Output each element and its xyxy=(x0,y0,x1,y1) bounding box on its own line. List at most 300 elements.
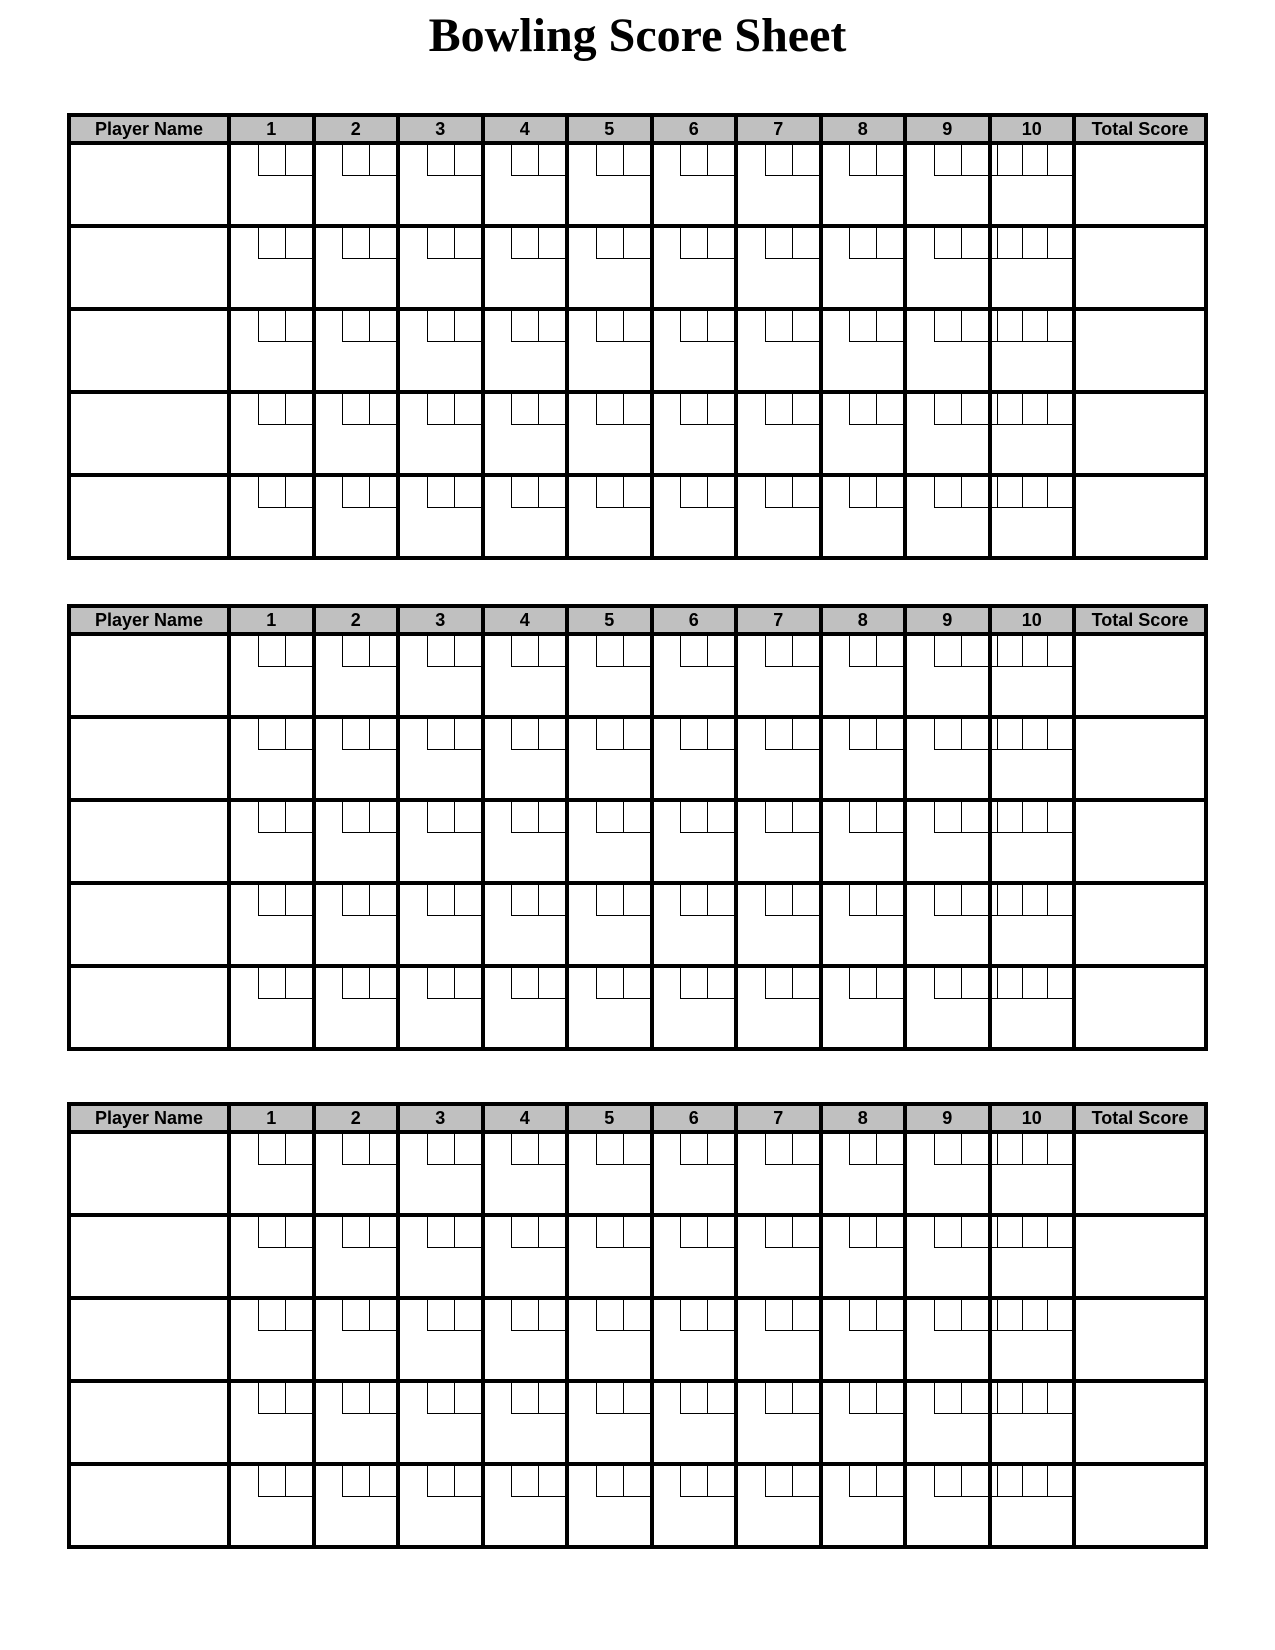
player-row xyxy=(69,1298,1206,1381)
frame-cell-area xyxy=(823,719,904,798)
throw-box xyxy=(961,477,988,508)
frame-header-6: 6 xyxy=(652,1104,737,1132)
frame-cell-6 xyxy=(652,392,737,475)
frame-cell-1 xyxy=(229,800,314,883)
throw-box xyxy=(427,802,454,833)
throw-box xyxy=(961,885,988,916)
frame-cell-1 xyxy=(229,1381,314,1464)
throw-boxes xyxy=(680,394,734,425)
throw-box xyxy=(707,885,734,916)
frame-cell-2 xyxy=(314,392,399,475)
frame-cell-5 xyxy=(567,392,652,475)
throw-boxes xyxy=(765,1134,819,1165)
throw-box xyxy=(454,968,481,999)
throw-box xyxy=(285,885,312,916)
frame-cell-7 xyxy=(736,1132,821,1215)
player-name-header: Player Name xyxy=(69,1104,229,1132)
frame-cell-area xyxy=(231,1300,312,1379)
frame-cell-area xyxy=(569,394,650,473)
frame-cell-area xyxy=(485,228,566,307)
throw-boxes xyxy=(342,145,396,176)
throw-box xyxy=(258,145,285,176)
throw-box xyxy=(596,1466,623,1497)
frame-cell-area xyxy=(654,719,735,798)
throw-boxes xyxy=(427,885,481,916)
throw-box xyxy=(342,145,369,176)
frame-cell-2 xyxy=(314,883,399,966)
throw-box xyxy=(997,477,1022,507)
throw-box xyxy=(538,968,565,999)
throw-box xyxy=(369,636,396,667)
frame-cell-4 xyxy=(483,1215,568,1298)
throw-boxes xyxy=(934,1300,988,1331)
throw-boxes xyxy=(934,719,988,750)
frame-cell-9 xyxy=(905,143,990,226)
throw-box xyxy=(707,1300,734,1331)
frame-header-3: 3 xyxy=(398,1104,483,1132)
throw-box xyxy=(934,1300,961,1331)
frame-cell-area xyxy=(654,394,735,473)
frame-cell-area xyxy=(569,145,650,224)
player-name-cell xyxy=(69,717,229,800)
frame-cell-3 xyxy=(398,309,483,392)
frame-cell-area xyxy=(231,1466,312,1545)
frame-cell-6 xyxy=(652,634,737,717)
frame-cell-area xyxy=(316,394,397,473)
frame-cell-area xyxy=(654,802,735,881)
tenth-frame-strip xyxy=(992,1383,1073,1414)
throw-boxes xyxy=(596,636,650,667)
throw-box xyxy=(596,228,623,259)
throw-box xyxy=(680,1217,707,1248)
frame-cell-area xyxy=(485,636,566,715)
frame-cell-area xyxy=(823,885,904,964)
player-name-header: Player Name xyxy=(69,115,229,143)
throw-box xyxy=(792,885,819,916)
frame-cell-area xyxy=(569,1383,650,1462)
frame-cell-10 xyxy=(990,475,1075,558)
throw-box xyxy=(765,477,792,508)
throw-boxes xyxy=(258,1217,312,1248)
frame-cell-1 xyxy=(229,475,314,558)
throw-box xyxy=(454,1217,481,1248)
frame-cell-area xyxy=(485,311,566,390)
throw-boxes xyxy=(765,1300,819,1331)
throw-box xyxy=(707,719,734,750)
frame-cell-area xyxy=(400,1217,481,1296)
frame-cell-area xyxy=(823,1466,904,1545)
throw-box xyxy=(454,477,481,508)
frame-cell-3 xyxy=(398,143,483,226)
throw-boxes xyxy=(765,968,819,999)
throw-box xyxy=(342,1217,369,1248)
throw-box xyxy=(961,1217,988,1248)
throw-box xyxy=(285,802,312,833)
frame-cell-6 xyxy=(652,1298,737,1381)
throw-boxes xyxy=(342,311,396,342)
throw-box xyxy=(680,311,707,342)
throw-box xyxy=(680,1466,707,1497)
throw-box xyxy=(342,394,369,425)
throw-box xyxy=(680,1300,707,1331)
throw-boxes xyxy=(511,1217,565,1248)
throw-boxes xyxy=(765,802,819,833)
throw-box xyxy=(765,719,792,750)
throw-box xyxy=(1022,311,1047,341)
throw-box xyxy=(1047,1383,1072,1413)
frame-cell-4 xyxy=(483,800,568,883)
throw-box xyxy=(285,394,312,425)
frame-cell-area xyxy=(231,636,312,715)
frame-cell-area xyxy=(231,802,312,881)
frame-cell-9 xyxy=(905,1132,990,1215)
throw-box xyxy=(1022,477,1047,507)
frame-cell-4 xyxy=(483,309,568,392)
throw-box xyxy=(511,1300,538,1331)
frame-cell-4 xyxy=(483,1132,568,1215)
frame-cell-area xyxy=(485,477,566,556)
throw-box xyxy=(342,1300,369,1331)
total-score-cell xyxy=(1074,226,1206,309)
frame-cell-area xyxy=(907,311,988,390)
total-score-header: Total Score xyxy=(1074,115,1206,143)
throw-box xyxy=(623,228,650,259)
throw-boxes xyxy=(596,311,650,342)
throw-box xyxy=(623,885,650,916)
frame-cell-area xyxy=(823,228,904,307)
throw-box xyxy=(934,1466,961,1497)
throw-box xyxy=(454,145,481,176)
frame-cell-area xyxy=(400,228,481,307)
player-name-cell xyxy=(69,1381,229,1464)
throw-box xyxy=(961,1300,988,1331)
throw-boxes xyxy=(511,477,565,508)
frame-cell-area xyxy=(738,1300,819,1379)
throw-box xyxy=(342,1383,369,1414)
throw-box xyxy=(961,636,988,667)
throw-boxes xyxy=(934,802,988,833)
frame-cell-area xyxy=(738,802,819,881)
frame-cell-10 xyxy=(990,800,1075,883)
throw-boxes xyxy=(511,311,565,342)
throw-box xyxy=(792,1300,819,1331)
throw-box xyxy=(427,311,454,342)
throw-box xyxy=(934,394,961,425)
frame-cell-2 xyxy=(314,309,399,392)
frame-cell-area xyxy=(316,228,397,307)
frame-cell-area xyxy=(992,802,1073,881)
frame-cell-area xyxy=(485,1466,566,1545)
throw-box xyxy=(538,1134,565,1165)
throw-boxes xyxy=(765,228,819,259)
throw-box xyxy=(538,228,565,259)
throw-box xyxy=(623,1383,650,1414)
frame-cell-area xyxy=(400,802,481,881)
frame-cell-area xyxy=(654,477,735,556)
throw-boxes xyxy=(511,1383,565,1414)
throw-box xyxy=(1047,719,1072,749)
frame-cell-2 xyxy=(314,634,399,717)
throw-boxes xyxy=(511,228,565,259)
frame-cell-area xyxy=(823,394,904,473)
frame-cell-5 xyxy=(567,800,652,883)
throw-box xyxy=(792,719,819,750)
throw-box xyxy=(997,311,1022,341)
throw-box xyxy=(934,1217,961,1248)
frame-cell-3 xyxy=(398,717,483,800)
frame-cell-9 xyxy=(905,226,990,309)
throw-boxes xyxy=(427,311,481,342)
frame-cell-3 xyxy=(398,966,483,1049)
throw-box xyxy=(765,1217,792,1248)
throw-box xyxy=(876,477,903,508)
frame-cell-1 xyxy=(229,143,314,226)
throw-boxes xyxy=(680,1466,734,1497)
throw-box xyxy=(285,636,312,667)
throw-box xyxy=(1022,885,1047,915)
throw-box xyxy=(596,636,623,667)
throw-box xyxy=(596,1134,623,1165)
player-row xyxy=(69,392,1206,475)
throw-box xyxy=(792,394,819,425)
throw-boxes xyxy=(849,636,903,667)
throw-box xyxy=(454,636,481,667)
throw-boxes xyxy=(849,802,903,833)
throw-box xyxy=(997,802,1022,832)
frame-cell-area xyxy=(485,1217,566,1296)
throw-box xyxy=(342,885,369,916)
throw-box xyxy=(596,719,623,750)
throw-boxes xyxy=(680,719,734,750)
throw-box xyxy=(934,228,961,259)
throw-boxes xyxy=(596,1300,650,1331)
throw-box xyxy=(934,968,961,999)
throw-box xyxy=(454,311,481,342)
frame-cell-10 xyxy=(990,634,1075,717)
throw-box xyxy=(961,311,988,342)
throw-box xyxy=(680,968,707,999)
throw-boxes xyxy=(427,1300,481,1331)
throw-box xyxy=(538,1300,565,1331)
frame-cell-area xyxy=(231,311,312,390)
frame-cell-area xyxy=(569,1217,650,1296)
throw-box xyxy=(792,311,819,342)
score-table-game-2 xyxy=(67,604,1208,1051)
frame-cell-5 xyxy=(567,634,652,717)
throw-box xyxy=(1022,968,1047,998)
frame-cell-5 xyxy=(567,717,652,800)
throw-box xyxy=(369,885,396,916)
frame-cell-area xyxy=(485,1383,566,1462)
total-score-cell xyxy=(1074,1381,1206,1464)
frame-cell-area xyxy=(316,968,397,1047)
frame-cell-area xyxy=(738,1466,819,1545)
throw-box xyxy=(285,311,312,342)
throw-boxes xyxy=(765,477,819,508)
frame-header-2: 2 xyxy=(314,115,399,143)
throw-box xyxy=(849,1300,876,1331)
throw-box xyxy=(623,394,650,425)
frame-cell-area xyxy=(316,145,397,224)
frame-cell-2 xyxy=(314,800,399,883)
throw-boxes xyxy=(511,145,565,176)
throw-box xyxy=(538,145,565,176)
throw-box xyxy=(342,477,369,508)
throw-boxes xyxy=(258,1300,312,1331)
throw-box xyxy=(680,719,707,750)
frame-header-8: 8 xyxy=(821,1104,906,1132)
throw-box xyxy=(1022,228,1047,258)
frame-cell-area xyxy=(738,477,819,556)
player-row xyxy=(69,717,1206,800)
throw-boxes xyxy=(934,636,988,667)
throw-box xyxy=(511,1217,538,1248)
frame-cell-area xyxy=(316,636,397,715)
frame-cell-area xyxy=(907,802,988,881)
frame-cell-4 xyxy=(483,1381,568,1464)
frame-header-8: 8 xyxy=(821,606,906,634)
tenth-frame-strip xyxy=(992,228,1073,259)
throw-boxes xyxy=(258,228,312,259)
frame-cell-9 xyxy=(905,1215,990,1298)
total-score-header: Total Score xyxy=(1074,606,1206,634)
frame-cell-10 xyxy=(990,1464,1075,1547)
frame-cell-area xyxy=(907,1300,988,1379)
throw-box xyxy=(369,394,396,425)
throw-box xyxy=(427,1300,454,1331)
throw-box xyxy=(876,311,903,342)
frame-header-4: 4 xyxy=(483,606,568,634)
throw-boxes xyxy=(511,636,565,667)
frame-cell-area xyxy=(738,145,819,224)
throw-boxes xyxy=(427,1217,481,1248)
frame-cell-area xyxy=(485,394,566,473)
frame-cell-6 xyxy=(652,1132,737,1215)
throw-box xyxy=(876,1134,903,1165)
throw-box xyxy=(849,719,876,750)
throw-boxes xyxy=(849,1466,903,1497)
throw-boxes xyxy=(849,394,903,425)
throw-box xyxy=(511,228,538,259)
throw-box xyxy=(596,1300,623,1331)
frame-cell-area xyxy=(231,719,312,798)
throw-box xyxy=(997,1134,1022,1164)
throw-box xyxy=(849,1466,876,1497)
frame-cell-area xyxy=(907,1217,988,1296)
frame-cell-area xyxy=(316,802,397,881)
frame-cell-area xyxy=(316,1383,397,1462)
throw-box xyxy=(511,311,538,342)
frame-cell-area xyxy=(231,885,312,964)
throw-box xyxy=(680,1134,707,1165)
frame-header-4: 4 xyxy=(483,1104,568,1132)
frame-cell-7 xyxy=(736,309,821,392)
frame-cell-area xyxy=(823,802,904,881)
frame-cell-area xyxy=(569,228,650,307)
throw-boxes xyxy=(934,1217,988,1248)
frame-cell-7 xyxy=(736,475,821,558)
throw-box xyxy=(623,1300,650,1331)
throw-box xyxy=(342,968,369,999)
total-score-cell xyxy=(1074,475,1206,558)
frame-header-5: 5 xyxy=(567,115,652,143)
throw-box xyxy=(1047,1300,1072,1330)
throw-box xyxy=(285,1466,312,1497)
throw-boxes xyxy=(765,885,819,916)
tenth-frame-strip xyxy=(992,394,1073,425)
total-score-header: Total Score xyxy=(1074,1104,1206,1132)
throw-boxes xyxy=(258,311,312,342)
frame-cell-area xyxy=(992,1466,1073,1545)
total-score-cell xyxy=(1074,1298,1206,1381)
throw-box xyxy=(1022,802,1047,832)
frame-cell-area xyxy=(400,636,481,715)
frame-cell-1 xyxy=(229,1215,314,1298)
throw-box xyxy=(849,885,876,916)
frame-cell-2 xyxy=(314,475,399,558)
frame-cell-7 xyxy=(736,966,821,1049)
total-score-cell xyxy=(1074,883,1206,966)
score-table-game-1 xyxy=(67,113,1208,560)
throw-boxes xyxy=(849,145,903,176)
frame-cell-area xyxy=(992,1217,1073,1296)
frame-cell-area xyxy=(400,885,481,964)
throw-box xyxy=(596,477,623,508)
throw-box xyxy=(369,1466,396,1497)
frame-header-1: 1 xyxy=(229,606,314,634)
frame-header-10: 10 xyxy=(990,606,1075,634)
frame-cell-5 xyxy=(567,1298,652,1381)
tenth-frame-strip xyxy=(992,636,1073,667)
throw-box xyxy=(961,1466,988,1497)
frame-cell-5 xyxy=(567,143,652,226)
throw-box xyxy=(1047,1466,1072,1496)
frame-cell-6 xyxy=(652,800,737,883)
throw-box xyxy=(876,1300,903,1331)
throw-box xyxy=(258,636,285,667)
frame-cell-2 xyxy=(314,1464,399,1547)
throw-box xyxy=(427,394,454,425)
throw-box xyxy=(876,719,903,750)
player-name-cell xyxy=(69,309,229,392)
throw-boxes xyxy=(511,719,565,750)
frame-cell-area xyxy=(231,968,312,1047)
frame-cell-area xyxy=(738,1134,819,1213)
throw-boxes xyxy=(427,477,481,508)
frame-cell-2 xyxy=(314,1298,399,1381)
frame-cell-6 xyxy=(652,1381,737,1464)
frame-cell-area xyxy=(316,719,397,798)
throw-box xyxy=(1047,885,1072,915)
header-row xyxy=(69,1104,1206,1132)
throw-boxes xyxy=(511,1466,565,1497)
throw-box xyxy=(680,145,707,176)
throw-boxes xyxy=(258,636,312,667)
frame-cell-7 xyxy=(736,717,821,800)
frame-cell-6 xyxy=(652,309,737,392)
frame-cell-3 xyxy=(398,1215,483,1298)
frame-header-9: 9 xyxy=(905,1104,990,1132)
tenth-frame-strip xyxy=(992,1134,1073,1165)
throw-boxes xyxy=(342,885,396,916)
header-row xyxy=(69,115,1206,143)
throw-box xyxy=(511,477,538,508)
throw-boxes xyxy=(511,1300,565,1331)
throw-box xyxy=(538,1383,565,1414)
throw-boxes xyxy=(680,1134,734,1165)
frame-cell-area xyxy=(316,477,397,556)
frame-cell-9 xyxy=(905,475,990,558)
